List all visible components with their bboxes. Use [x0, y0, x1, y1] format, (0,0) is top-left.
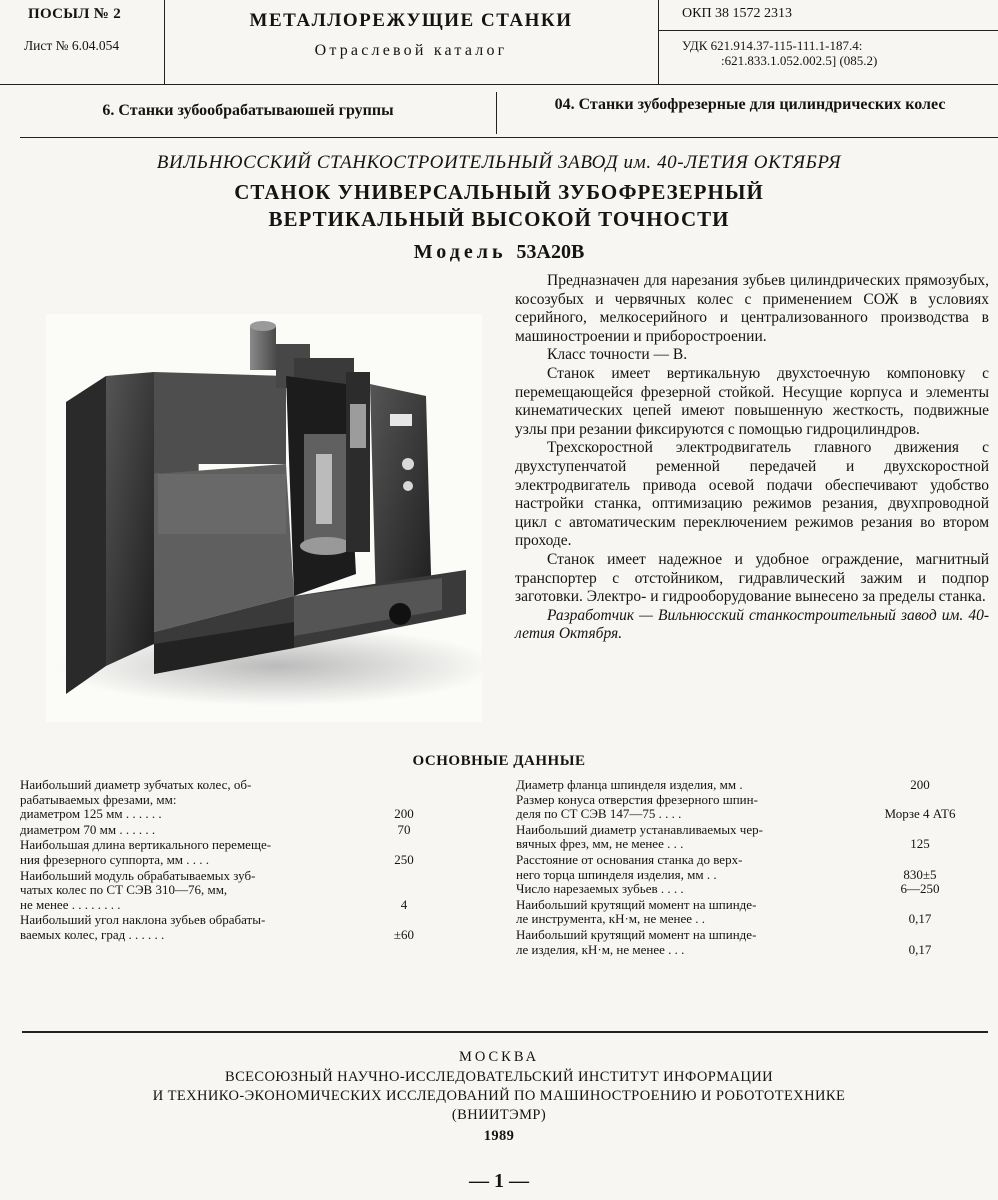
spec-label: Наибольший угол наклона зубьев обрабаты- ваемых колес, град . . . . . .	[20, 912, 266, 942]
spec-row	[516, 898, 988, 927]
publication-year: 1989	[483, 1128, 515, 1144]
manufacturer-name: ВИЛЬНЮССКИЙ СТАНКОСТРОИТЕЛЬНЫЙ ЗАВОД им. 40-ЛЕТИЯ ОКТЯБРЯ	[156, 152, 842, 173]
spec-row	[20, 823, 450, 838]
section-group: 6. Станки зубообрабатываюшей группы	[102, 102, 394, 119]
spec-value: 125	[910, 836, 930, 852]
spec-label: Число нарезаемых зубьев . . . .	[516, 881, 684, 897]
section-bottom-rule	[20, 137, 998, 138]
spec-row	[516, 882, 988, 897]
spec-row	[516, 793, 988, 822]
publisher-line-1: ВСЕСОЮЗНЫЙ НАУЧНО-ИССЛЕДОВАТЕЛЬСКИЙ ИНСТИТУТ ИНФОРМАЦИИ	[225, 1069, 773, 1085]
description-layout: Станок имеет вертикальную двухстоечную компоновку с перемещающейся фрезерной стойкой. Несущие корпуса и элементы кинематических цепей имеют повышенную жесткость, подвижные узлы при резании фиксируются с помощью гидроцилиндров.	[515, 364, 989, 438]
machine-description	[515, 272, 989, 644]
description-drives: Трехскоростной электродвигатель главного движения с двухступенчатой ременной передачей и двухскоростной электродвигатель привода осевой подачи обеспечивают удобство настройки станка, оптимизацию режимов резания, двухпроводной цикл с автоматическим переключением режимов резания во втором проходе.	[515, 439, 989, 550]
spec-label: Расстояние от основания станка до верх- него торца шпинделя изделия, мм . .	[516, 851, 743, 882]
spec-label: Наибольший модуль обрабатываемых зуб- чатых колес по СТ СЭВ 310—76, мм, не менее . . . . . . . .	[20, 867, 256, 912]
dispatch-number: ПОСЫЛ № 2	[28, 6, 122, 22]
okp-code: ОКП 38 1572 2313	[682, 6, 793, 21]
spec-value: ±60	[393, 926, 415, 942]
spec-label: Наибольший крутящий момент на шпинде- ле изделия, кН·м, не менее . . .	[516, 926, 757, 957]
spec-row	[516, 928, 988, 957]
publisher-city: МОСКВА	[458, 1049, 540, 1065]
spec-value: Морзе 4 АТ6	[884, 806, 956, 822]
spec-label: Наибольший диаметр зубчатых колес, об- рабатываемых фрезами, мм:	[20, 777, 252, 807]
spec-row	[516, 778, 988, 793]
section-subgroup: 04. Станки зубофрезерные для цилиндрических колес	[554, 96, 946, 113]
footer-rule	[22, 1031, 988, 1033]
spec-label: Наибольший диаметр устанавливаемых чер- вячных фрез, мм, не менее . . .	[516, 821, 763, 852]
spec-value: 200	[394, 806, 414, 822]
machine-title-line-1: СТАНОК УНИВЕРСАЛЬНЫЙ ЗУБОФРЕЗЕРНЫЙ	[234, 180, 764, 204]
spec-label: Диаметр фланца шпинделя изделия, мм .	[516, 777, 743, 792]
description-equipment: Станок имеет надежное и удобное ограждение, магнитный транспортер с отстойником, гидравлический зажим и подпор заготовки. Электро- и гидрооборудование вынесено за пределы станка.	[515, 550, 989, 606]
header-divider-left	[164, 0, 165, 84]
spec-label: диаметром 125 мм . . . . . .	[20, 806, 162, 822]
spec-row	[20, 913, 450, 942]
spec-value: 6—250	[900, 881, 940, 897]
spec-row	[516, 823, 988, 852]
spec-row	[20, 838, 450, 867]
spec-label: Наибольший крутящий момент на шпинде- ле инструмента, кН·м, не менее . .	[516, 896, 757, 927]
sheet-number: Лист № 6.04.054	[24, 38, 120, 53]
description-accuracy-class: Класс точности — В.	[547, 346, 688, 364]
header-divider-right	[658, 0, 659, 84]
udk-line-1: УДК 621.914.37-115-111.1-187.4:	[682, 38, 863, 53]
spec-label: диаметром 70 мм . . . . . .	[20, 821, 156, 837]
description-purpose: Предназначен для нарезания зубьев цилиндрических прямозубых, косозубых и червячных колес с применением СОЖ в условиях серийного, мелкосерийного и централизованного производства в машиностроении и приборостроении.	[515, 272, 989, 345]
spec-value: 200	[910, 777, 930, 792]
spec-value: 250	[394, 851, 414, 867]
spec-row	[20, 778, 450, 807]
description-developer: Разработчик — Вильнюсский станкостроительный завод им. 40-летия Октября.	[515, 606, 989, 643]
spec-row	[20, 807, 450, 822]
spec-row	[516, 853, 988, 882]
udk-line-2: :621.833.1.052.002.5] (085.2)	[721, 53, 878, 68]
spec-value: 4	[400, 896, 408, 912]
udk-code	[682, 38, 877, 68]
page-number: — 1 —	[469, 1170, 529, 1192]
section-divider	[496, 92, 497, 134]
spec-value: 830±5	[903, 866, 937, 882]
spec-value: 70	[397, 821, 411, 837]
catalog-title: МЕТАЛЛОРЕЖУЩИЕ СТАНКИ	[249, 10, 573, 31]
catalog-subtitle: Отраслевой каталог	[314, 42, 508, 59]
publisher-line-2: И ТЕХНИКО-ЭКОНОМИЧЕСКИХ ИССЛЕДОВАНИЙ ПО МАШИНОСТРОЕНИЮ И РОБОТОТЕХНИКЕ	[152, 1088, 846, 1104]
main-data-heading: ОСНОВНЫЕ ДАННЫЕ	[412, 753, 586, 769]
spec-label: Размер конуса отверстия фрезерного шпин- деля по СТ СЭВ 147—75 . . . .	[516, 791, 758, 822]
spec-label: Наибольшая длина вертикального перемеще- ния фрезерного суппорта, мм . . . .	[20, 837, 272, 867]
specs-left-column	[20, 778, 450, 943]
specs-right-column	[516, 778, 988, 957]
machine-photo	[46, 314, 482, 722]
model-label: Модель	[413, 241, 507, 263]
model-designation	[0, 241, 998, 264]
header-divider-okp	[658, 30, 998, 31]
model-code: 53А20В	[516, 241, 585, 263]
spec-row	[20, 869, 450, 913]
header-bottom-rule	[0, 84, 998, 85]
spec-value: 0,17	[908, 911, 932, 927]
spec-value: 0,17	[908, 941, 932, 957]
machine-title-line-2: ВЕРТИКАЛЬНЫЙ ВЫСОКОЙ ТОЧНОСТИ	[268, 207, 730, 231]
machine-illustration	[46, 314, 482, 722]
publisher-abbreviation: (ВНИИТЭМР)	[451, 1107, 547, 1123]
